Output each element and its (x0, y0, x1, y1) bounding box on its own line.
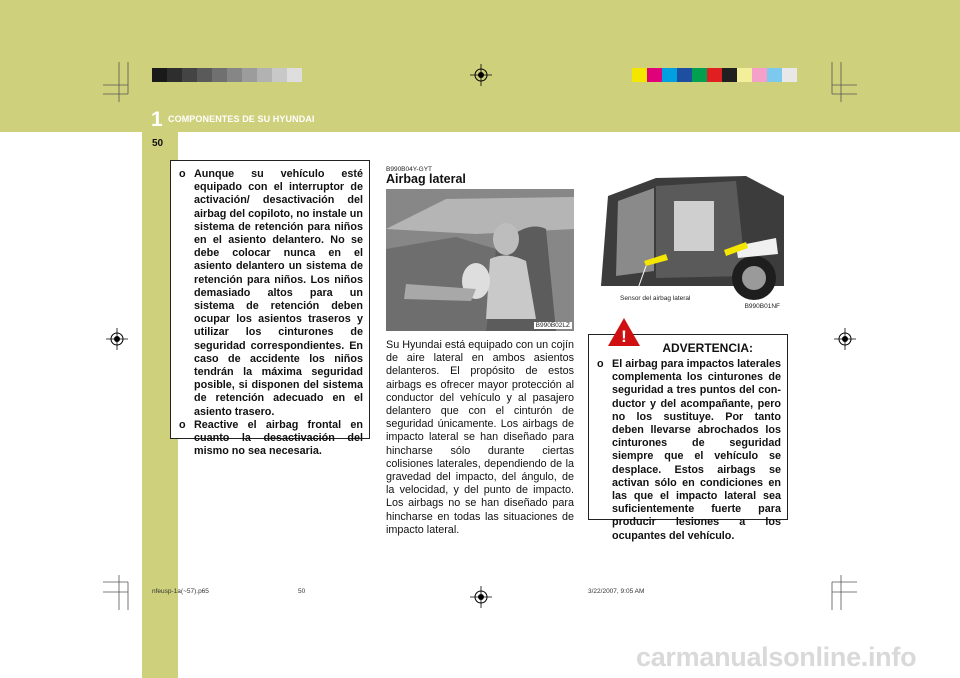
registration-mark-icon (106, 328, 128, 350)
car-sensor-photo (596, 166, 784, 311)
child-seat-warning-list (177, 168, 363, 458)
watermark: carmanualsonline.info (636, 642, 917, 672)
child-seat-warning-box (170, 160, 370, 458)
image-code: B990B01NF (744, 303, 780, 310)
section-heading: Airbag lateral (386, 172, 466, 186)
page-number: 50 (152, 138, 164, 149)
side-airbag-paragraph: Su Hyundai está equipado con un cojín de aire lateral en ambos asientos delanteros. El propósito de estos airbags es ofrecer mayor protección al conductor del vehículo y al pasajero delantero que con el cinturón de seguridad únicamente. Los airbags de impacto lateral se han diseñado para hincharse sólo durante ciertas colisiones laterales, dependiendo de la gravedad del impacto, del ángulo, de la velocidad, y del punto de impacto. Los airbags no se han diseñado para hincharse en todas las situaciones de impacto lateral. (386, 339, 574, 536)
warning-item: o El airbag para impactos laterales complementa los cinturones de seguridad a tres puntos del con- ductor y del acompañante, pero no los sustituye. Por tanto deben llevarse abrochados los cinturones de seguridad siempre que el vehículo se desplace. Estos airbags se activan sólo en condiciones en las que el impacto lateral sea suficientemente fuerte para producir lesiones a los ocupantes del vehículo. (597, 358, 781, 542)
bullet-marker: o (597, 358, 604, 370)
section-code: B990B04Y-GYT (386, 166, 433, 173)
bullet-marker: o (179, 418, 186, 431)
side-airbag-warning-list (595, 358, 781, 543)
side-airbag-warning-box (588, 327, 788, 542)
bullet-marker: o (179, 168, 186, 180)
image-code: B990B02LZ (535, 322, 570, 329)
footer-date: 3/22/2007, 9:05 AM (588, 588, 645, 595)
warning-item: o Reactive el airbag frontal en cuanto la desactivación del mismo no sea necesaria. (179, 418, 363, 458)
registration-mark-icon (470, 586, 492, 608)
warning-item: o Aunque su vehículo esté equipado con el interruptor de activación/ desactivación del airbag del copiloto, no instale un sistema de retención para niños en el asiento delantero. No se debe colocar nunca en el asiento delantero un sistema de retención para niños. Los niños demasiado altos para un sistema de retención deben ocupar los asientos traseros y utilizar los cinturones de seguridad correspondientes. En caso de accidente los niños tendrán la máxima seguridad posible, si disponen del sistema de retención adecuado en el asiento trasero. (179, 168, 363, 418)
sensor-caption: Sensor del airbag lateral (620, 295, 691, 302)
footer-page: 50 (298, 588, 306, 595)
side-airbag-illustration (386, 189, 574, 331)
footer-file: nfeusp-1a(~57).p65 (152, 588, 209, 595)
warning-triangle-icon (607, 317, 641, 347)
car-door-open-icon (596, 166, 784, 311)
registration-mark-icon (470, 64, 492, 86)
seat-occupant-icon (386, 189, 574, 331)
warning-title: ADVERTENCIA: (662, 341, 753, 355)
svg-text:!: ! (621, 327, 627, 346)
section-number: 1 (151, 108, 163, 131)
registration-mark-icon (834, 328, 856, 350)
section-title: COMPONENTES DE SU HYUNDAI (168, 114, 315, 124)
